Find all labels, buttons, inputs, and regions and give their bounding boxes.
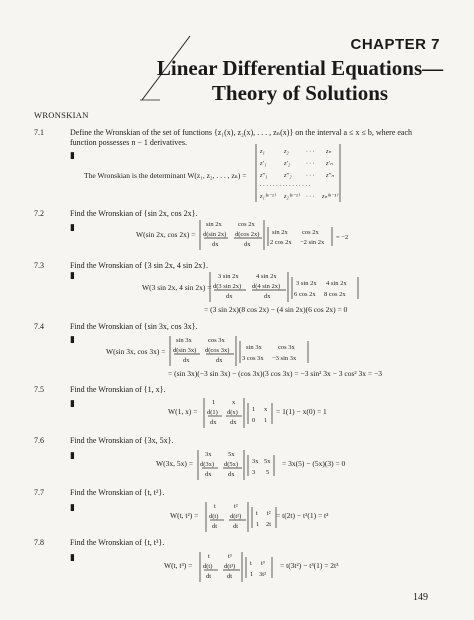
solution-text: W(sin 2x, cos 2x) = <box>136 230 196 239</box>
svg-text:d(5x): d(5x) <box>224 461 239 468</box>
svg-text:3x: 3x <box>205 451 212 458</box>
svg-text:d(t³): d(t³) <box>224 563 236 570</box>
svg-text:d(cos 2x): d(cos 2x) <box>235 231 260 238</box>
svg-text:t: t <box>250 560 252 567</box>
determinant-7-3 <box>208 270 368 304</box>
svg-text:sin 3x: sin 3x <box>246 344 262 351</box>
svg-text:dx: dx <box>210 419 217 426</box>
problem-text: Find the Wronskian of {t, t³}. <box>70 538 165 547</box>
svg-text:dx: dx <box>226 293 233 300</box>
problem-text: Find the Wronskian of {sin 2x, cos 2x}. <box>70 209 198 218</box>
svg-text:cos 2x: cos 2x <box>302 229 319 236</box>
svg-text:z″₁: z″₁ <box>260 172 268 179</box>
svg-text:3: 3 <box>252 469 256 476</box>
svg-text:dt: dt <box>206 573 212 580</box>
section-heading: WRONSKIAN <box>34 110 89 120</box>
determinant-7-2 <box>198 218 378 252</box>
svg-text:dt: dt <box>233 523 239 530</box>
svg-text:0: 0 <box>252 417 256 424</box>
svg-text:z′₂: z′₂ <box>284 160 291 167</box>
svg-text:zₙ⁽ⁿ⁻¹⁾: zₙ⁽ⁿ⁻¹⁾ <box>322 193 338 200</box>
solution-text: W(sin 3x, cos 3x) = <box>106 347 166 356</box>
svg-text:dx: dx <box>264 293 271 300</box>
solution-text: W(t, t²) = <box>170 511 199 520</box>
solution-marker-icon: ▮ <box>70 398 75 408</box>
svg-text:1: 1 <box>212 399 216 406</box>
solution-text: The Wronskian is the determinant W(z₁, z₂, . . . , zₙ) = <box>84 171 247 180</box>
svg-text:5x: 5x <box>264 458 271 465</box>
svg-text:d(3 sin 2x): d(3 sin 2x) <box>213 283 242 290</box>
chapter-title <box>150 56 450 106</box>
svg-text:dx: dx <box>216 357 223 364</box>
svg-text:sin 3x: sin 3x <box>176 337 192 344</box>
svg-text:t²: t² <box>267 510 271 517</box>
svg-text:4 sin 2x: 4 sin 2x <box>326 280 347 287</box>
svg-text:dx: dx <box>212 241 219 248</box>
solution-marker-icon: ▮ <box>70 334 75 344</box>
problem-text: Find the Wronskian of {1, x}. <box>70 385 166 394</box>
svg-text:d(sin 2x): d(sin 2x) <box>203 231 227 238</box>
solution-marker-icon: ▮ <box>70 552 75 562</box>
svg-text:dt: dt <box>227 573 233 580</box>
svg-text:= −2: = −2 <box>336 234 349 241</box>
svg-text:3 sin 2x: 3 sin 2x <box>218 273 239 280</box>
solution-text: W(3 sin 2x, 4 sin 2x) = <box>142 283 212 292</box>
page-number: 149 <box>413 592 428 603</box>
svg-text:zₙ: zₙ <box>326 148 332 155</box>
svg-text:cos 3x: cos 3x <box>278 344 295 351</box>
problem-number: 7.5 <box>34 385 44 394</box>
svg-text:t: t <box>208 553 210 560</box>
determinant-7-4 <box>168 334 318 368</box>
svg-text:1: 1 <box>250 571 254 578</box>
svg-text:d(sin 3x): d(sin 3x) <box>173 347 197 354</box>
svg-text:t³: t³ <box>228 553 232 560</box>
chapter-title-line2: Theory of Solutions <box>211 81 389 105</box>
problem-number: 7.2 <box>34 209 44 218</box>
solution-marker-icon: ▮ <box>70 222 75 232</box>
svg-text:t: t <box>214 503 216 510</box>
svg-text:d(x): d(x) <box>227 409 238 416</box>
determinant-7-6 <box>196 448 282 482</box>
svg-text:1: 1 <box>264 417 268 424</box>
svg-text:sin 2x: sin 2x <box>206 221 222 228</box>
wronskian-general-determinant <box>254 142 344 204</box>
svg-text:d(1): d(1) <box>207 409 218 416</box>
svg-text:z₂⁽ⁿ⁻¹⁾: z₂⁽ⁿ⁻¹⁾ <box>284 193 300 200</box>
svg-text:cos 2x: cos 2x <box>238 221 255 228</box>
svg-text:2 cos 2x: 2 cos 2x <box>270 239 292 246</box>
svg-text:z′₁: z′₁ <box>260 160 267 167</box>
svg-text:z″₂: z″₂ <box>284 172 292 179</box>
chapter-title-line1: Linear Differential Equations— <box>156 56 444 80</box>
svg-text:dx: dx <box>205 471 212 478</box>
chapter-label: CHAPTER 7 <box>350 36 440 53</box>
svg-text:dt: dt <box>212 523 218 530</box>
svg-text:d(cos 3x): d(cos 3x) <box>205 347 230 354</box>
svg-text:−3 sin 3x: −3 sin 3x <box>272 355 297 362</box>
svg-text:t: t <box>256 510 258 517</box>
result-text: = 3x(5) − (5x)(3) = 0 <box>282 459 346 468</box>
solution-marker-icon: ▮ <box>70 150 75 160</box>
problem-text: Define the Wronskian of the set of functions {z₁(x), z₂(x), . . . , zₙ(x)} on the interval a ≤ x ≤ b, where each function possesses n − 1 derivatives. <box>70 128 413 147</box>
svg-text:d(4 sin 2x): d(4 sin 2x) <box>252 283 281 290</box>
svg-text:d(t²): d(t²) <box>230 513 242 520</box>
solution-text: W(1, x) = <box>168 407 198 416</box>
svg-text:cos 3x: cos 3x <box>208 337 225 344</box>
svg-text:d(t): d(t) <box>203 563 213 570</box>
svg-text:· · ·: · · · <box>306 172 315 179</box>
svg-text:z₁⁽ⁿ⁻¹⁾: z₁⁽ⁿ⁻¹⁾ <box>260 193 276 200</box>
svg-text:3x: 3x <box>252 458 259 465</box>
determinant-7-8 <box>198 550 278 584</box>
result-text: = t(3t²) − t³(1) = 2t³ <box>280 561 339 570</box>
svg-text:dx: dx <box>230 419 237 426</box>
result-text: = 1(1) − x(0) = 1 <box>276 407 327 416</box>
svg-text:z′ₙ: z′ₙ <box>326 160 333 167</box>
svg-text:−2 sin 2x: −2 sin 2x <box>300 239 325 246</box>
solution-marker-icon: ▮ <box>70 502 75 512</box>
svg-text:dx: dx <box>183 357 190 364</box>
result-text: = (3 sin 2x)(8 cos 2x) − (4 sin 2x)(6 cos 2x) = 0 <box>204 305 348 314</box>
determinant-7-5 <box>202 396 282 430</box>
svg-text:z″ₙ: z″ₙ <box>326 172 334 179</box>
svg-text:5: 5 <box>266 469 270 476</box>
solution-text: W(t, t³) = <box>164 561 193 570</box>
svg-text:d(t): d(t) <box>209 513 219 520</box>
problem-text: Find the Wronskian of {sin 3x, cos 3x}. <box>70 322 198 331</box>
problem-number: 7.4 <box>34 322 44 331</box>
problem-text: Find the Wronskian of {3 sin 2x, 4 sin 2x}. <box>70 261 209 270</box>
problem-number: 7.3 <box>34 261 44 270</box>
svg-text:x: x <box>264 406 268 413</box>
svg-text:5x: 5x <box>228 451 235 458</box>
problem-number: 7.8 <box>34 538 44 547</box>
solution-text: W(3x, 5x) = <box>156 459 193 468</box>
svg-text:· · ·: · · · <box>306 160 315 167</box>
svg-text:d(3x): d(3x) <box>200 461 215 468</box>
problem-text: Find the Wronskian of {3x, 5x}. <box>70 436 174 445</box>
svg-text:1: 1 <box>252 406 256 413</box>
svg-text:· · ·: · · · <box>306 193 315 200</box>
svg-text:dx: dx <box>228 471 235 478</box>
determinant-7-7 <box>204 500 280 534</box>
svg-text:3t²: 3t² <box>259 571 267 578</box>
svg-text:8 cos 2x: 8 cos 2x <box>324 291 346 298</box>
svg-text:x: x <box>232 399 236 406</box>
svg-text:t²: t² <box>234 503 238 510</box>
svg-text:sin 2x: sin 2x <box>272 229 288 236</box>
solution-marker-icon: ▮ <box>70 450 75 460</box>
svg-text:3 cos 3x: 3 cos 3x <box>242 355 264 362</box>
svg-text:z₁: z₁ <box>260 148 265 155</box>
svg-text:6 cos 2x: 6 cos 2x <box>294 291 316 298</box>
result-text: = (sin 3x)(−3 sin 3x) − (cos 3x)(3 cos 3x) = −3 sin² 3x − 3 cos² 3x = −3 <box>168 369 382 378</box>
problem-number: 7.7 <box>34 488 44 497</box>
problem-text: Find the Wronskian of {t, t²}. <box>70 488 165 497</box>
problem-number: 7.1 <box>34 128 44 137</box>
svg-text:dx: dx <box>244 241 251 248</box>
svg-text:t³: t³ <box>261 560 265 567</box>
svg-text:3 sin 2x: 3 sin 2x <box>296 280 317 287</box>
svg-text:4 sin 2x: 4 sin 2x <box>256 273 277 280</box>
svg-text:z₂: z₂ <box>284 148 289 155</box>
svg-text:2t: 2t <box>266 521 272 528</box>
problem-number: 7.6 <box>34 436 44 445</box>
solution-marker-icon: ▮ <box>70 270 75 280</box>
svg-text:1: 1 <box>256 521 260 528</box>
result-text: = t(2t) − t²(1) = t² <box>276 511 329 520</box>
svg-text:. . . . . . . . . . . . . . .: . . . . . . . . . . . . . . . . <box>260 181 311 188</box>
svg-text:· · ·: · · · <box>306 148 315 155</box>
